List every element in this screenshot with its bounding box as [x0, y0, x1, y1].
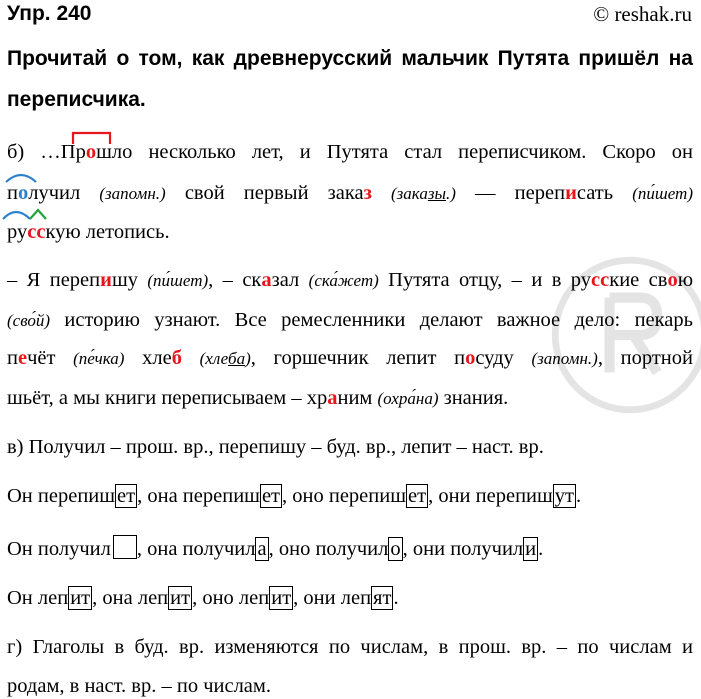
text-b-line-6: печёт (пе́чка) хлеб (хлеба), горшечник лепит посуду (запомн.), портной	[7, 347, 693, 369]
task-title-line-2: переписчика.	[7, 88, 146, 111]
ending-box: ет	[117, 485, 136, 507]
ending-box: ут	[554, 485, 575, 507]
text-g-line-2: родам, в наст. вр. – по числам.	[7, 675, 272, 697]
prefix-arc-icon	[4, 172, 38, 184]
ending-box: ит	[271, 587, 292, 609]
ending-box: о	[390, 538, 401, 560]
text-g-line-1: г) Глаголы в буд. вр. изменяются по числам, в прош. вр. – по числам и	[7, 636, 693, 658]
text-b-line-4: – Я перепишу (пи́шет), – сказал (ска́жет) Путята отцу, – и в русские свою	[7, 269, 694, 291]
ending-box: и	[525, 538, 537, 560]
task-title-line-1: Прочитай о том, как древнерусский мальчик Путята пришёл на	[7, 47, 693, 70]
root-mark-icon	[72, 131, 112, 145]
text-v-line-1: в) Получил – прош. вр., перепишу – буд. вр., лепит – наст. вр.	[7, 436, 544, 458]
ending-box: ят	[373, 587, 392, 609]
conjugation-row-1: Он перепишет, она перепишет, оно перепишет, они перепишут.	[7, 485, 582, 507]
ending-box: ит	[70, 587, 91, 609]
conjugation-row-3: Он лепит, она лепит, оно лепит, они лепят.	[7, 587, 399, 609]
ending-box: ет	[261, 485, 281, 507]
root-marked-letter: о	[86, 140, 96, 164]
morpheme-arcs-icon	[2, 207, 62, 223]
text-b-line-2: получил (запомн.) свой первый заказ (заказы.) — переписать (пи́шет)	[7, 181, 693, 206]
text-b-line-1	[7, 140, 693, 164]
exercise-number: Упр. 240	[7, 2, 92, 25]
text-b-line-3: русскую летопись.	[7, 220, 693, 244]
text: б) …Пр	[7, 141, 86, 163]
text: шло несколько лет, и Путята стал переписчиком. Скоро он	[96, 141, 694, 163]
prefix-marked-word: по	[7, 181, 28, 205]
text-b-line-7: шьёт, а мы книги переписываем – храним (охра́на) знания.	[7, 387, 509, 409]
text-b-line-5: (сво́й) историю узнают. Все ремесленники делают важное дело: пекарь	[7, 309, 693, 331]
empty-ending-box	[113, 535, 137, 559]
ending-box: а	[257, 538, 267, 560]
ending-box: ет	[408, 485, 427, 507]
copyright: © reshak.ru	[593, 2, 692, 26]
conjugation-row-2: Он получил , она получила, оно получило, они получили.	[7, 535, 693, 561]
morpheme-marked-word: русс	[7, 220, 45, 244]
ending-box: ит	[170, 587, 191, 609]
